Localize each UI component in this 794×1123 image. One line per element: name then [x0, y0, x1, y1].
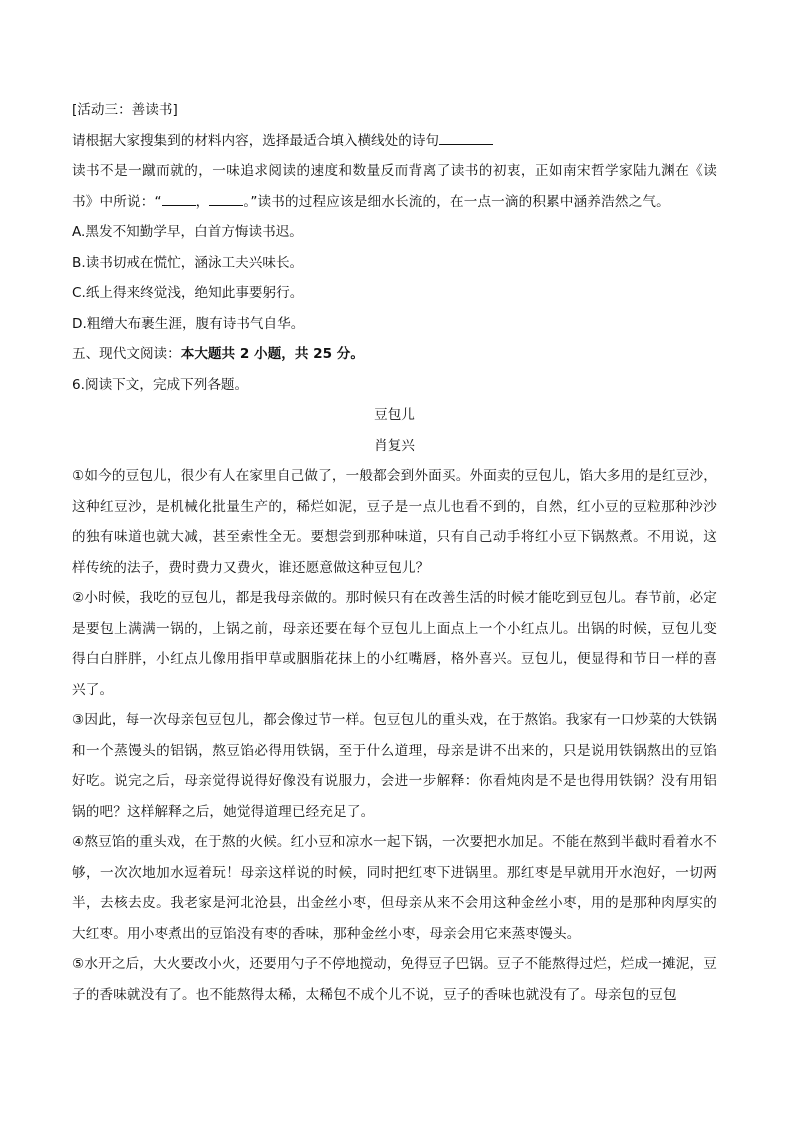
- section-title: [72, 339, 717, 370]
- passage-sep: ，: [195, 193, 210, 210]
- article-paragraph-1: ①如今的豆包儿，很少有人在家里自己做了，一般都会到外面买。外面卖的豆包儿，馅大多用的是红豆沙，这种红豆沙，是机械化批量生产的，稀烂如泥，豆子是一点儿也看不到的，自然，红小豆的豆粒那种沙沙的独有味道也就大减，甚至索性全无。要想尝到那种味道，只有自己动手将红小豆下锅熬煮。不用说，这样传统的法子，费时费力又费火，谁还愿意做这种豆包儿？: [72, 468, 717, 576]
- document-page: [72, 95, 717, 1010]
- article-paragraph-2: ②小时候，我吃的豆包儿，都是我母亲做的。那时候只有在改善生活的时候才能吃到豆包儿。春节前，必定是要包上满满一锅的，上锅之前，母亲还要在每个豆包儿上面点上一个小红点儿。出锅的时候，豆包儿变得白白胖胖，小红点儿像用指甲草或胭脂花抹上的小红嘴唇，格外喜兴。豆包儿，便显得和节日一样的喜兴了。: [72, 590, 717, 698]
- question-instruction: 6.阅读下文，完成下列各题。: [72, 376, 249, 393]
- quote-blank-1: [162, 193, 196, 206]
- option-b: B.读书切戒在慌忙，涵泳工夫兴味长。: [72, 254, 304, 271]
- option-d: D.粗缯大布裹生涯，腹有诗书气自华。: [72, 315, 305, 332]
- option-c: C.纸上得来终觉浅，绝知此事要躬行。: [72, 285, 304, 301]
- activity-prompt-text: 请根据大家搜集到的材料内容，选择最适合填入横线处的诗句: [72, 132, 440, 149]
- article-title: 豆包儿: [374, 407, 415, 423]
- article-author: 肖复兴: [374, 437, 415, 454]
- passage-text-1: 读书不是一蹴而就的，一味追求阅读的速度和数量反而背离了读书的初衷，正如南宋哲学家陆九渊在《读书》中所说：“: [72, 163, 717, 210]
- answer-blank: [439, 132, 493, 145]
- quote-blank-2: [209, 193, 243, 206]
- activity-passage: [72, 156, 717, 217]
- section-title-detail: 本大题共 2 小题，共 25 分。: [180, 346, 364, 362]
- article-paragraph-3: ③因此，每一次母亲包豆包儿，都会像过节一样。包豆包儿的重头戏，在于熬馅。我家有一口炒菜的大铁锅和一个蒸馒头的铝锅，熬豆馅必得用铁锅，至于什么道理，母亲是讲不出来的，只是说用铁锅熬出的豆馅好吃。说完之后，母亲觉得说得好像没有说服力，会进一步解释：你看炖肉是不是也得用铁锅？没有用铝锅的吧？这样解释之后，她觉得道理已经充足了。: [72, 712, 717, 820]
- section-title-prefix: 五、现代文阅读：: [72, 346, 181, 362]
- activity-prompt: [72, 126, 717, 157]
- article-paragraph-5: ⑤水开之后，大火要改小火，还要用勺子不停地搅动，免得豆子巴锅。豆子不能熬得过烂，烂成一摊泥，豆子的香味就没有了。也不能熬得太稀，太稀包不成个儿不说，豆子的香味也就没有了。母亲包的豆包: [72, 956, 717, 1003]
- option-a: A.黑发不知勤学早，白首方悔读书迟。: [72, 224, 303, 240]
- article-paragraph-4: ④熬豆馅的重头戏，在于熬的火候。红小豆和凉水一起下锅，一次要把水加足。不能在熬到半截时看着水不够，一次次地加水逗着玩！母亲这样说的时候，同时把红枣下进锅里。那红枣是早就用开水泡好，一切两半，去核去皮。我老家是河北沧县，出金丝小枣，但母亲从来不会用这种金丝小枣，用的是那种肉厚实的大红枣。用小枣煮出的豆馅没有枣的香味，那种金丝小枣，母亲会用它来蒸枣馒头。: [72, 834, 717, 942]
- activity-heading: [活动三：善读书]: [72, 102, 178, 118]
- passage-text-2: 。”读书的过程应该是细水长流的，在一点一滴的积累中涵养浩然之气。: [243, 193, 670, 210]
